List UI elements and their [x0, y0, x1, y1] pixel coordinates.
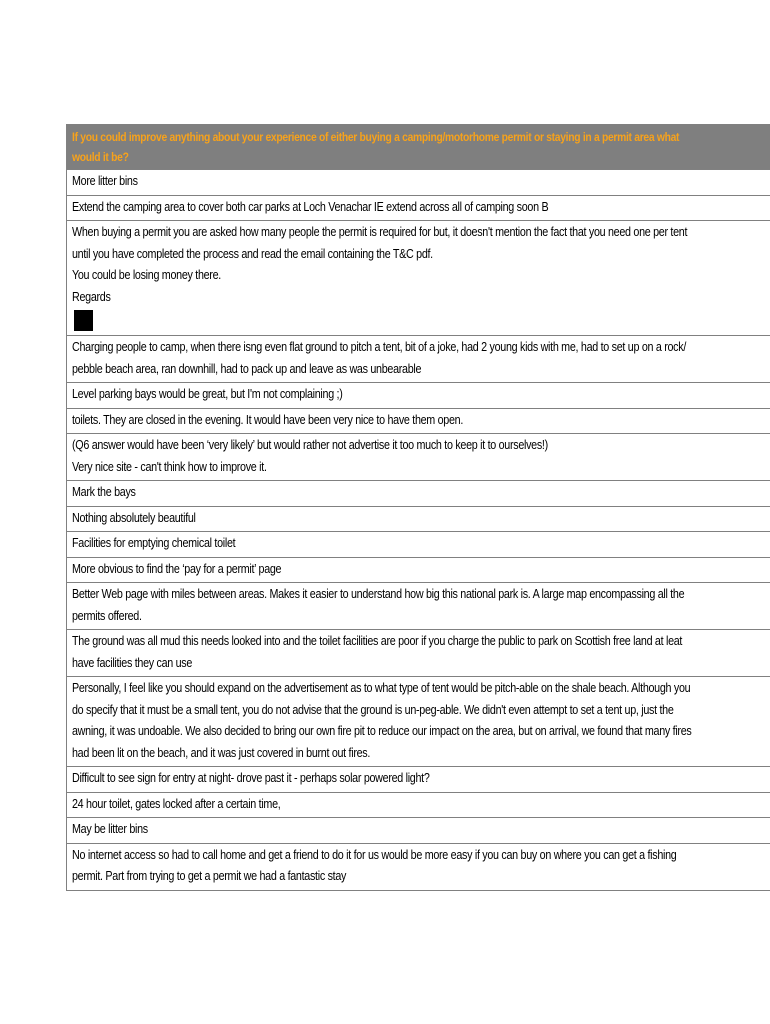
response-cell	[67, 481, 770, 507]
response-cell	[67, 195, 770, 221]
response-row	[67, 408, 770, 434]
response-cell	[67, 506, 770, 532]
response-cell	[67, 677, 770, 767]
response-line: Nothing absolutely beautiful	[72, 510, 196, 525]
response-text	[72, 819, 770, 841]
response-line: until you have completed the process and read the email containing the T&C pdf.	[72, 246, 433, 261]
response-row	[67, 336, 770, 383]
response-cell	[67, 792, 770, 818]
response-row	[67, 677, 770, 767]
response-text	[72, 533, 770, 555]
response-line: Charging people to camp, when there isng even flat ground to pitch a tent, bit of a joke, had 2 young kids with me, had to set up on a rock/	[72, 340, 687, 354]
response-text	[72, 508, 770, 530]
response-row	[67, 221, 770, 336]
response-row	[67, 195, 770, 221]
response-cell	[67, 818, 770, 844]
response-text	[72, 435, 770, 478]
response-line: No internet access so had to call home and get a friend to do it for us would be more easy if you can buy on where you can get a fishing	[72, 847, 677, 862]
response-text	[72, 410, 770, 432]
response-cell	[67, 408, 770, 434]
response-text	[72, 794, 770, 816]
response-text	[72, 768, 770, 790]
response-text	[72, 678, 770, 764]
response-line: awning, it was undoable. We also decided to bring our own fire pit to reduce our impact on the area, but on arrival, we found that many fires	[72, 724, 692, 738]
response-cell	[67, 767, 770, 793]
response-line: permit. Part from trying to get a permit we had a fantastic stay	[72, 869, 347, 883]
response-row	[67, 434, 770, 481]
response-line: Facilities for emptying chemical toilet	[72, 536, 236, 550]
response-cell	[67, 532, 770, 558]
response-text	[72, 631, 770, 674]
response-cell	[67, 434, 770, 481]
response-text	[72, 384, 770, 406]
response-line: permits offered.	[72, 608, 142, 623]
response-text	[72, 337, 770, 380]
response-line: do specify that it must be a small tent, you do not advise that the ground is un-peg-able. We didn't even attempt to set a tent up, just the	[72, 702, 674, 717]
response-line: toilets. They are closed in the evening. It would have been very nice to have them open.	[72, 412, 464, 427]
response-line: 24 hour toilet, gates locked after a certain time,	[72, 796, 281, 811]
response-row	[67, 792, 770, 818]
response-row	[67, 557, 770, 583]
response-text	[72, 559, 770, 581]
response-line: More obvious to find the ‘pay for a permit’ page	[72, 561, 282, 576]
response-line: (Q6 answer would have been ‘very likely’ but would rather not advertise it too much to keep it to ourselves!)	[72, 438, 548, 452]
response-row	[67, 506, 770, 532]
header-row	[67, 125, 770, 170]
response-line: Very nice site - can't think how to improve it.	[72, 459, 267, 474]
response-text	[72, 171, 770, 193]
response-text	[72, 197, 770, 219]
response-line: Personally, I feel like you should expand on the advertisement as to what type of tent would be pitch-able on the shale beach. Although you	[72, 681, 691, 695]
response-cell	[67, 843, 770, 890]
redacted-name-block	[74, 310, 93, 331]
response-line: More litter bins	[72, 174, 138, 188]
response-cell	[67, 383, 770, 409]
response-text	[72, 222, 770, 308]
response-line: Difficult to see sign for entry at night- drove past it - perhaps solar powered light?	[72, 771, 430, 785]
response-line: When buying a permit you are asked how many people the permit is required for but, it doesn't mention the fact that you need one per tent	[72, 225, 688, 239]
response-cell	[67, 557, 770, 583]
response-line: The ground was all mud this needs looked into and the toilet facilities are poor if you charge the public to park on Scottish free land at leat	[72, 634, 683, 648]
response-text	[72, 845, 770, 888]
response-line: You could be losing money there.	[72, 268, 221, 282]
response-line: pebble beach area, ran downhill, had to pack up and leave as was unbearable	[72, 361, 422, 376]
response-line: Better Web page with miles between areas. Makes it easier to understand how big this national park is. A large map encompassing all the	[72, 587, 685, 601]
response-row	[67, 818, 770, 844]
question-text	[72, 127, 770, 167]
response-line: Mark the bays	[72, 485, 136, 499]
response-line: Regards	[72, 289, 111, 304]
response-text	[72, 482, 770, 504]
response-line: Level parking bays would be great, but I'm not complaining ;)	[72, 387, 343, 401]
response-row	[67, 843, 770, 890]
response-line: have facilities they can use	[72, 655, 193, 670]
response-cell	[67, 630, 770, 677]
response-cell	[67, 583, 770, 630]
question-line: would it be?	[72, 150, 129, 164]
survey-responses-table	[66, 124, 770, 891]
response-cell	[67, 170, 770, 196]
response-row	[67, 383, 770, 409]
response-row	[67, 767, 770, 793]
response-line: had been lit on the beach, and it was just covered in burnt out fires.	[72, 745, 371, 760]
response-row	[67, 532, 770, 558]
response-row	[67, 583, 770, 630]
table-body	[67, 125, 770, 891]
response-line: May be litter bins	[72, 822, 148, 836]
response-row	[67, 481, 770, 507]
response-cell	[67, 336, 770, 383]
question-header-cell	[67, 125, 770, 170]
response-row	[67, 170, 770, 196]
response-line: Extend the camping area to cover both car parks at Loch Venachar IE extend across all of camping soon B	[72, 199, 549, 214]
response-text	[72, 584, 770, 627]
response-row	[67, 630, 770, 677]
question-line: If you could improve anything about your experience of either buying a camping/motorhome permit or staying in a permit area what	[72, 130, 680, 144]
response-cell	[67, 221, 770, 336]
